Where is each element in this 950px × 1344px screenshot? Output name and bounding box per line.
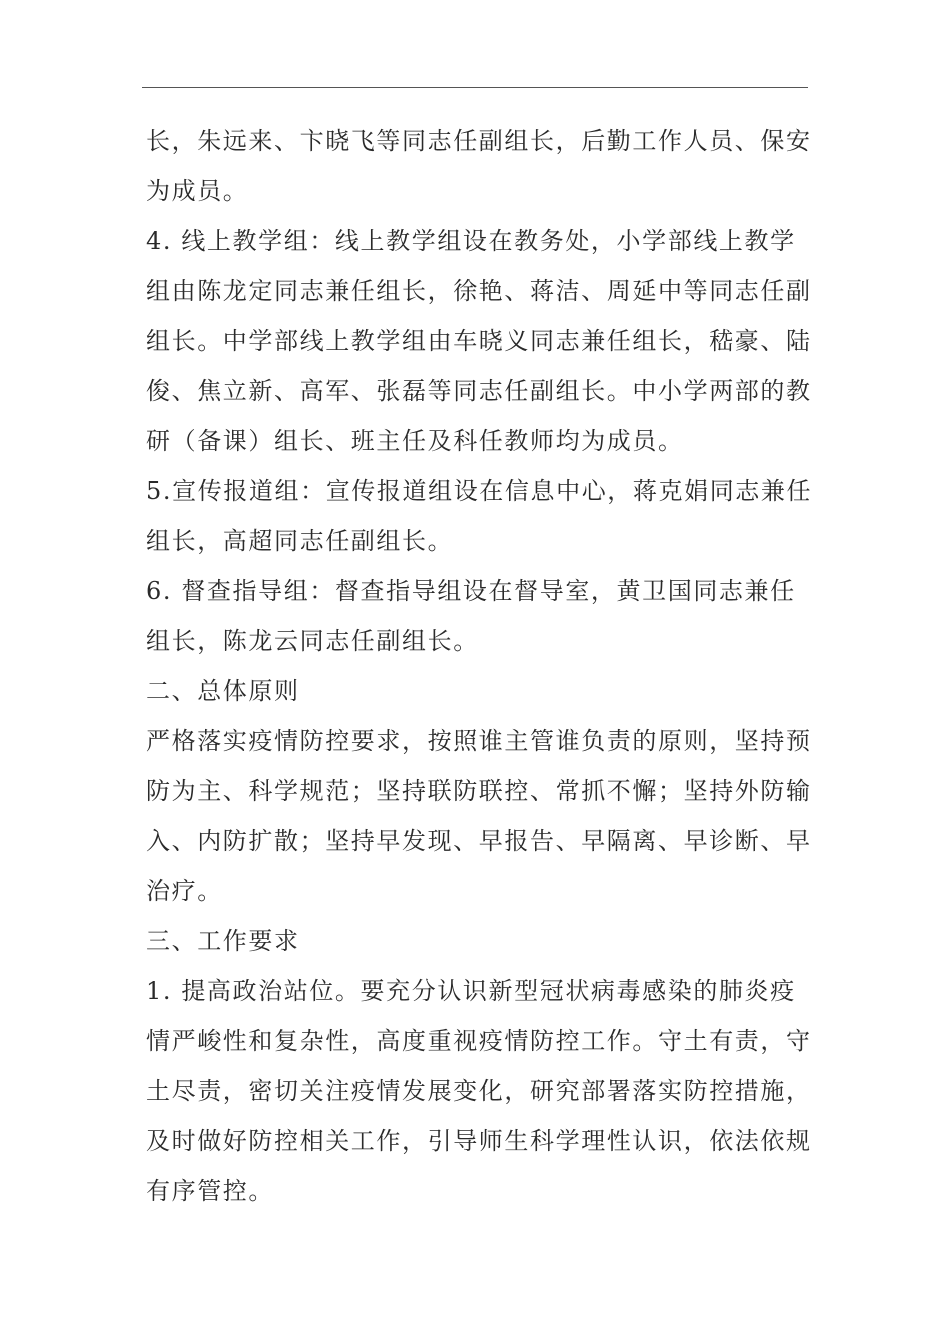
text-line: 组长，高超同志任副组长。 [146,527,454,555]
text-line: 及时做好防控相关工作，引导师生科学理性认识，依法依规 [146,1127,812,1155]
list-item-publicity: 5.宣传报道组：宣传报道组设在信息中心，蒋克娟同志兼任 [146,477,813,505]
section-heading-principles: 二、总体原则 [146,677,300,705]
list-item-online-teaching: 4. 线上教学组：线上教学组设在教务处，小学部线上教学 [146,227,796,255]
text-line: 组长。中学部线上教学组由车晓义同志兼任组长，嵇豪、陆 [146,327,812,355]
list-item-political-stance: 1. 提高政治站位。要充分认识新型冠状病毒感染的肺炎疫 [146,977,796,1005]
section-heading-requirements: 三、工作要求 [146,927,300,955]
text-line: 土尽责，密切关注疫情发展变化，研究部署落实防控措施， [146,1077,812,1105]
text-line: 长，朱远来、卞晓飞等同志任副组长，后勤工作人员、保安 [146,127,812,155]
text-line: 有序管控。 [146,1177,274,1205]
list-item-supervision: 6. 督查指导组：督查指导组设在督导室，黄卫国同志兼任 [146,577,796,605]
text-line: 防为主、科学规范；坚持联防联控、常抓不懈；坚持外防输 [146,777,812,805]
text-line: 为成员。 [146,177,249,205]
text-line: 俊、焦立新、高军、张磊等同志任副组长。中小学两部的教 [146,377,812,405]
document-body [146,116,813,1216]
text-line: 严格落实疫情防控要求，按照谁主管谁负责的原则，坚持预 [146,727,812,755]
header-rule [142,87,808,88]
text-line: 情严峻性和复杂性，高度重视疫情防控工作。守土有责，守 [146,1027,812,1055]
text-line: 入、内防扩散；坚持早发现、早报告、早隔离、早诊断、早 [146,827,812,855]
text-line: 治疗。 [146,877,223,905]
text-line: 研（备课）组长、班主任及科任教师均为成员。 [146,427,684,455]
text-line: 组长，陈龙云同志任副组长。 [146,627,479,655]
text-line: 组由陈龙定同志兼任组长，徐艳、蒋洁、周延中等同志任副 [146,277,812,305]
